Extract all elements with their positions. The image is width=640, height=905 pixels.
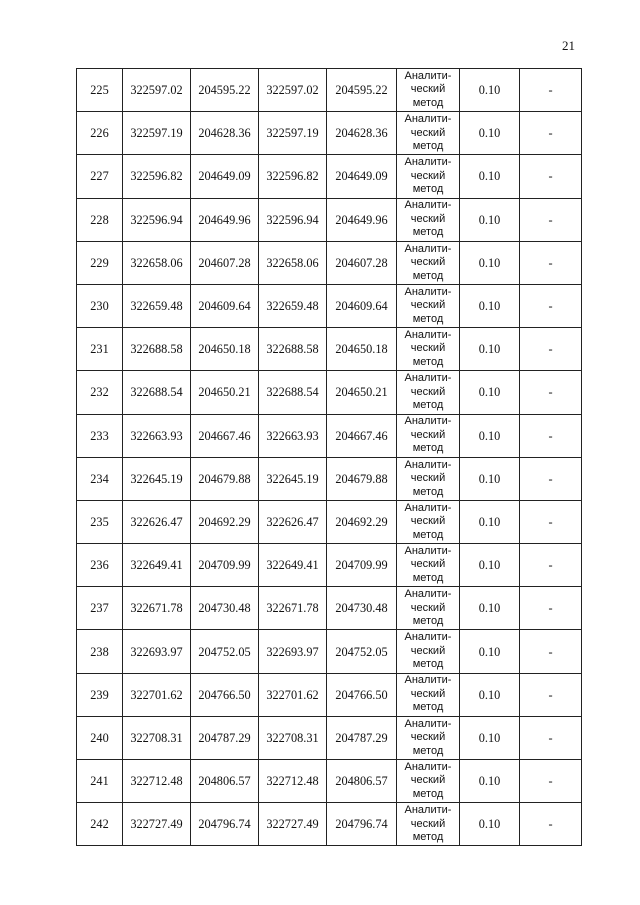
method-line: Аналити- [404, 501, 452, 514]
note-cell: - [520, 673, 582, 716]
note-cell: - [520, 457, 582, 500]
point-number-cell: 234 [77, 457, 123, 500]
method-line: ческий [410, 385, 446, 398]
y-refined-cell: 204806.57 [327, 760, 397, 803]
method-line: Аналити- [404, 199, 452, 212]
method-line: метод [412, 701, 444, 714]
y-refined-cell: 204595.22 [327, 69, 397, 112]
x-existing-cell: 322708.31 [123, 716, 191, 759]
accuracy-cell: 0.10 [460, 328, 520, 371]
accuracy-cell: 0.10 [460, 803, 520, 846]
point-number-cell: 239 [77, 673, 123, 716]
method-line: ческий [410, 515, 446, 528]
x-existing-cell: 322659.48 [123, 284, 191, 327]
method-line: Аналити- [404, 372, 452, 385]
method-cell [397, 544, 460, 587]
note-cell: - [520, 241, 582, 284]
method-line: Аналити- [404, 415, 452, 428]
table-row [77, 414, 582, 457]
x-refined-cell: 322649.41 [259, 544, 327, 587]
method-line: Аналити- [404, 458, 452, 471]
note-cell: - [520, 630, 582, 673]
y-refined-cell: 204730.48 [327, 587, 397, 630]
y-refined-cell: 204649.09 [327, 155, 397, 198]
y-existing-cell: 204766.50 [191, 673, 259, 716]
accuracy-cell: 0.10 [460, 500, 520, 543]
table-row [77, 371, 582, 414]
accuracy-cell: 0.10 [460, 630, 520, 673]
y-existing-cell: 204650.18 [191, 328, 259, 371]
y-refined-cell: 204692.29 [327, 500, 397, 543]
point-number-cell: 242 [77, 803, 123, 846]
method-line: метод [412, 226, 444, 239]
y-refined-cell: 204752.05 [327, 630, 397, 673]
method-line: ческий [410, 472, 446, 485]
x-existing-cell: 322597.02 [123, 69, 191, 112]
method-line: метод [412, 269, 444, 282]
method-line: Аналити- [404, 242, 452, 255]
x-refined-cell: 322663.93 [259, 414, 327, 457]
x-existing-cell: 322712.48 [123, 760, 191, 803]
y-refined-cell: 204796.74 [327, 803, 397, 846]
x-refined-cell: 322688.58 [259, 328, 327, 371]
method-line: Аналити- [404, 674, 452, 687]
x-refined-cell: 322597.02 [259, 69, 327, 112]
table-row [77, 716, 582, 759]
method-cell [397, 328, 460, 371]
table-row [77, 587, 582, 630]
table-row [77, 328, 582, 371]
method-cell [397, 587, 460, 630]
method-line: ческий [410, 774, 446, 787]
x-existing-cell: 322645.19 [123, 457, 191, 500]
method-line: Аналити- [404, 588, 452, 601]
method-line: Аналити- [404, 544, 452, 557]
method-line: метод [412, 96, 444, 109]
note-cell: - [520, 155, 582, 198]
y-existing-cell: 204667.46 [191, 414, 259, 457]
method-cell [397, 112, 460, 155]
note-cell: - [520, 414, 582, 457]
x-existing-cell: 322663.93 [123, 414, 191, 457]
accuracy-cell: 0.10 [460, 716, 520, 759]
y-refined-cell: 204766.50 [327, 673, 397, 716]
method-line: ческий [410, 83, 446, 96]
method-cell [397, 155, 460, 198]
accuracy-cell: 0.10 [460, 69, 520, 112]
point-number-cell: 230 [77, 284, 123, 327]
point-number-cell: 225 [77, 69, 123, 112]
x-existing-cell: 322649.41 [123, 544, 191, 587]
method-line: ческий [410, 342, 446, 355]
method-line: ческий [410, 256, 446, 269]
method-line: Аналити- [404, 328, 452, 341]
point-number-cell: 231 [77, 328, 123, 371]
y-existing-cell: 204796.74 [191, 803, 259, 846]
x-existing-cell: 322727.49 [123, 803, 191, 846]
table-row [77, 155, 582, 198]
x-refined-cell: 322596.82 [259, 155, 327, 198]
method-cell [397, 803, 460, 846]
method-line: метод [412, 442, 444, 455]
table-row [77, 457, 582, 500]
note-cell: - [520, 500, 582, 543]
x-existing-cell: 322701.62 [123, 673, 191, 716]
method-line: ческий [410, 212, 446, 225]
method-line: метод [412, 831, 444, 844]
accuracy-cell: 0.10 [460, 371, 520, 414]
x-refined-cell: 322693.97 [259, 630, 327, 673]
method-cell [397, 284, 460, 327]
table-row [77, 284, 582, 327]
x-existing-cell: 322688.58 [123, 328, 191, 371]
x-existing-cell: 322671.78 [123, 587, 191, 630]
method-cell [397, 673, 460, 716]
method-line: ческий [410, 558, 446, 571]
x-refined-cell: 322708.31 [259, 716, 327, 759]
method-line: Аналити- [404, 804, 452, 817]
point-number-cell: 232 [77, 371, 123, 414]
table-row [77, 630, 582, 673]
accuracy-cell: 0.10 [460, 241, 520, 284]
y-existing-cell: 204595.22 [191, 69, 259, 112]
point-number-cell: 238 [77, 630, 123, 673]
y-refined-cell: 204628.36 [327, 112, 397, 155]
method-line: Аналити- [404, 760, 452, 773]
x-refined-cell: 322688.54 [259, 371, 327, 414]
method-line: ческий [410, 601, 446, 614]
y-refined-cell: 204650.18 [327, 328, 397, 371]
method-line: метод [412, 485, 444, 498]
method-line: ческий [410, 687, 446, 700]
y-existing-cell: 204730.48 [191, 587, 259, 630]
method-cell [397, 371, 460, 414]
y-refined-cell: 204787.29 [327, 716, 397, 759]
method-line: метод [412, 615, 444, 628]
method-line: ческий [410, 169, 446, 182]
note-cell: - [520, 371, 582, 414]
table-row [77, 112, 582, 155]
table-row [77, 760, 582, 803]
note-cell: - [520, 284, 582, 327]
method-line: ческий [410, 817, 446, 830]
x-refined-cell: 322626.47 [259, 500, 327, 543]
point-number-cell: 240 [77, 716, 123, 759]
accuracy-cell: 0.10 [460, 544, 520, 587]
note-cell: - [520, 112, 582, 155]
point-number-cell: 235 [77, 500, 123, 543]
x-refined-cell: 322596.94 [259, 198, 327, 241]
method-cell [397, 198, 460, 241]
y-existing-cell: 204649.09 [191, 155, 259, 198]
y-existing-cell: 204752.05 [191, 630, 259, 673]
method-line: Аналити- [404, 285, 452, 298]
y-existing-cell: 204709.99 [191, 544, 259, 587]
method-cell [397, 414, 460, 457]
x-refined-cell: 322727.49 [259, 803, 327, 846]
note-cell: - [520, 198, 582, 241]
x-existing-cell: 322596.94 [123, 198, 191, 241]
table-row [77, 544, 582, 587]
point-number-cell: 236 [77, 544, 123, 587]
method-line: метод [412, 355, 444, 368]
y-existing-cell: 204650.21 [191, 371, 259, 414]
method-line: ческий [410, 731, 446, 744]
method-line: Аналити- [404, 717, 452, 730]
x-existing-cell: 322658.06 [123, 241, 191, 284]
y-existing-cell: 204679.88 [191, 457, 259, 500]
x-refined-cell: 322671.78 [259, 587, 327, 630]
note-cell: - [520, 587, 582, 630]
table-row [77, 198, 582, 241]
method-cell [397, 69, 460, 112]
method-line: Аналити- [404, 113, 452, 126]
method-cell [397, 500, 460, 543]
method-line: метод [412, 399, 444, 412]
method-line: метод [412, 312, 444, 325]
y-existing-cell: 204806.57 [191, 760, 259, 803]
x-existing-cell: 322688.54 [123, 371, 191, 414]
accuracy-cell: 0.10 [460, 112, 520, 155]
method-line: метод [412, 571, 444, 584]
y-existing-cell: 204607.28 [191, 241, 259, 284]
point-number-cell: 233 [77, 414, 123, 457]
y-refined-cell: 204650.21 [327, 371, 397, 414]
method-cell [397, 241, 460, 284]
x-refined-cell: 322645.19 [259, 457, 327, 500]
coordinates-table [76, 68, 582, 846]
y-refined-cell: 204709.99 [327, 544, 397, 587]
method-line: метод [412, 658, 444, 671]
method-line: ческий [410, 126, 446, 139]
accuracy-cell: 0.10 [460, 587, 520, 630]
x-refined-cell: 322658.06 [259, 241, 327, 284]
x-existing-cell: 322693.97 [123, 630, 191, 673]
accuracy-cell: 0.10 [460, 414, 520, 457]
y-refined-cell: 204667.46 [327, 414, 397, 457]
y-existing-cell: 204787.29 [191, 716, 259, 759]
method-line: метод [412, 140, 444, 153]
method-line: ческий [410, 299, 446, 312]
y-refined-cell: 204679.88 [327, 457, 397, 500]
accuracy-cell: 0.10 [460, 284, 520, 327]
point-number-cell: 237 [77, 587, 123, 630]
x-refined-cell: 322701.62 [259, 673, 327, 716]
table-body [77, 69, 582, 846]
x-refined-cell: 322659.48 [259, 284, 327, 327]
note-cell: - [520, 760, 582, 803]
page-number: 21 [562, 38, 575, 53]
note-cell: - [520, 69, 582, 112]
method-cell [397, 630, 460, 673]
method-line: метод [412, 183, 444, 196]
table-row [77, 241, 582, 284]
y-existing-cell: 204692.29 [191, 500, 259, 543]
table-row [77, 69, 582, 112]
accuracy-cell: 0.10 [460, 673, 520, 716]
point-number-cell: 226 [77, 112, 123, 155]
y-refined-cell: 204609.64 [327, 284, 397, 327]
point-number-cell: 241 [77, 760, 123, 803]
method-line: ческий [410, 428, 446, 441]
method-line: метод [412, 744, 444, 757]
method-cell [397, 760, 460, 803]
method-line: Аналити- [404, 631, 452, 644]
table-row [77, 500, 582, 543]
point-number-cell: 227 [77, 155, 123, 198]
y-existing-cell: 204609.64 [191, 284, 259, 327]
note-cell: - [520, 544, 582, 587]
accuracy-cell: 0.10 [460, 155, 520, 198]
note-cell: - [520, 716, 582, 759]
accuracy-cell: 0.10 [460, 198, 520, 241]
method-line: ческий [410, 644, 446, 657]
method-cell [397, 457, 460, 500]
x-refined-cell: 322597.19 [259, 112, 327, 155]
x-existing-cell: 322626.47 [123, 500, 191, 543]
method-line: метод [412, 787, 444, 800]
point-number-cell: 229 [77, 241, 123, 284]
note-cell: - [520, 803, 582, 846]
y-existing-cell: 204628.36 [191, 112, 259, 155]
x-existing-cell: 322596.82 [123, 155, 191, 198]
table-row [77, 803, 582, 846]
note-cell: - [520, 328, 582, 371]
x-refined-cell: 322712.48 [259, 760, 327, 803]
y-existing-cell: 204649.96 [191, 198, 259, 241]
y-refined-cell: 204607.28 [327, 241, 397, 284]
accuracy-cell: 0.10 [460, 457, 520, 500]
method-line: Аналити- [404, 156, 452, 169]
accuracy-cell: 0.10 [460, 760, 520, 803]
y-refined-cell: 204649.96 [327, 198, 397, 241]
table-row [77, 673, 582, 716]
method-cell [397, 716, 460, 759]
method-line: метод [412, 528, 444, 541]
x-existing-cell: 322597.19 [123, 112, 191, 155]
method-line: Аналити- [404, 69, 452, 82]
point-number-cell: 228 [77, 198, 123, 241]
